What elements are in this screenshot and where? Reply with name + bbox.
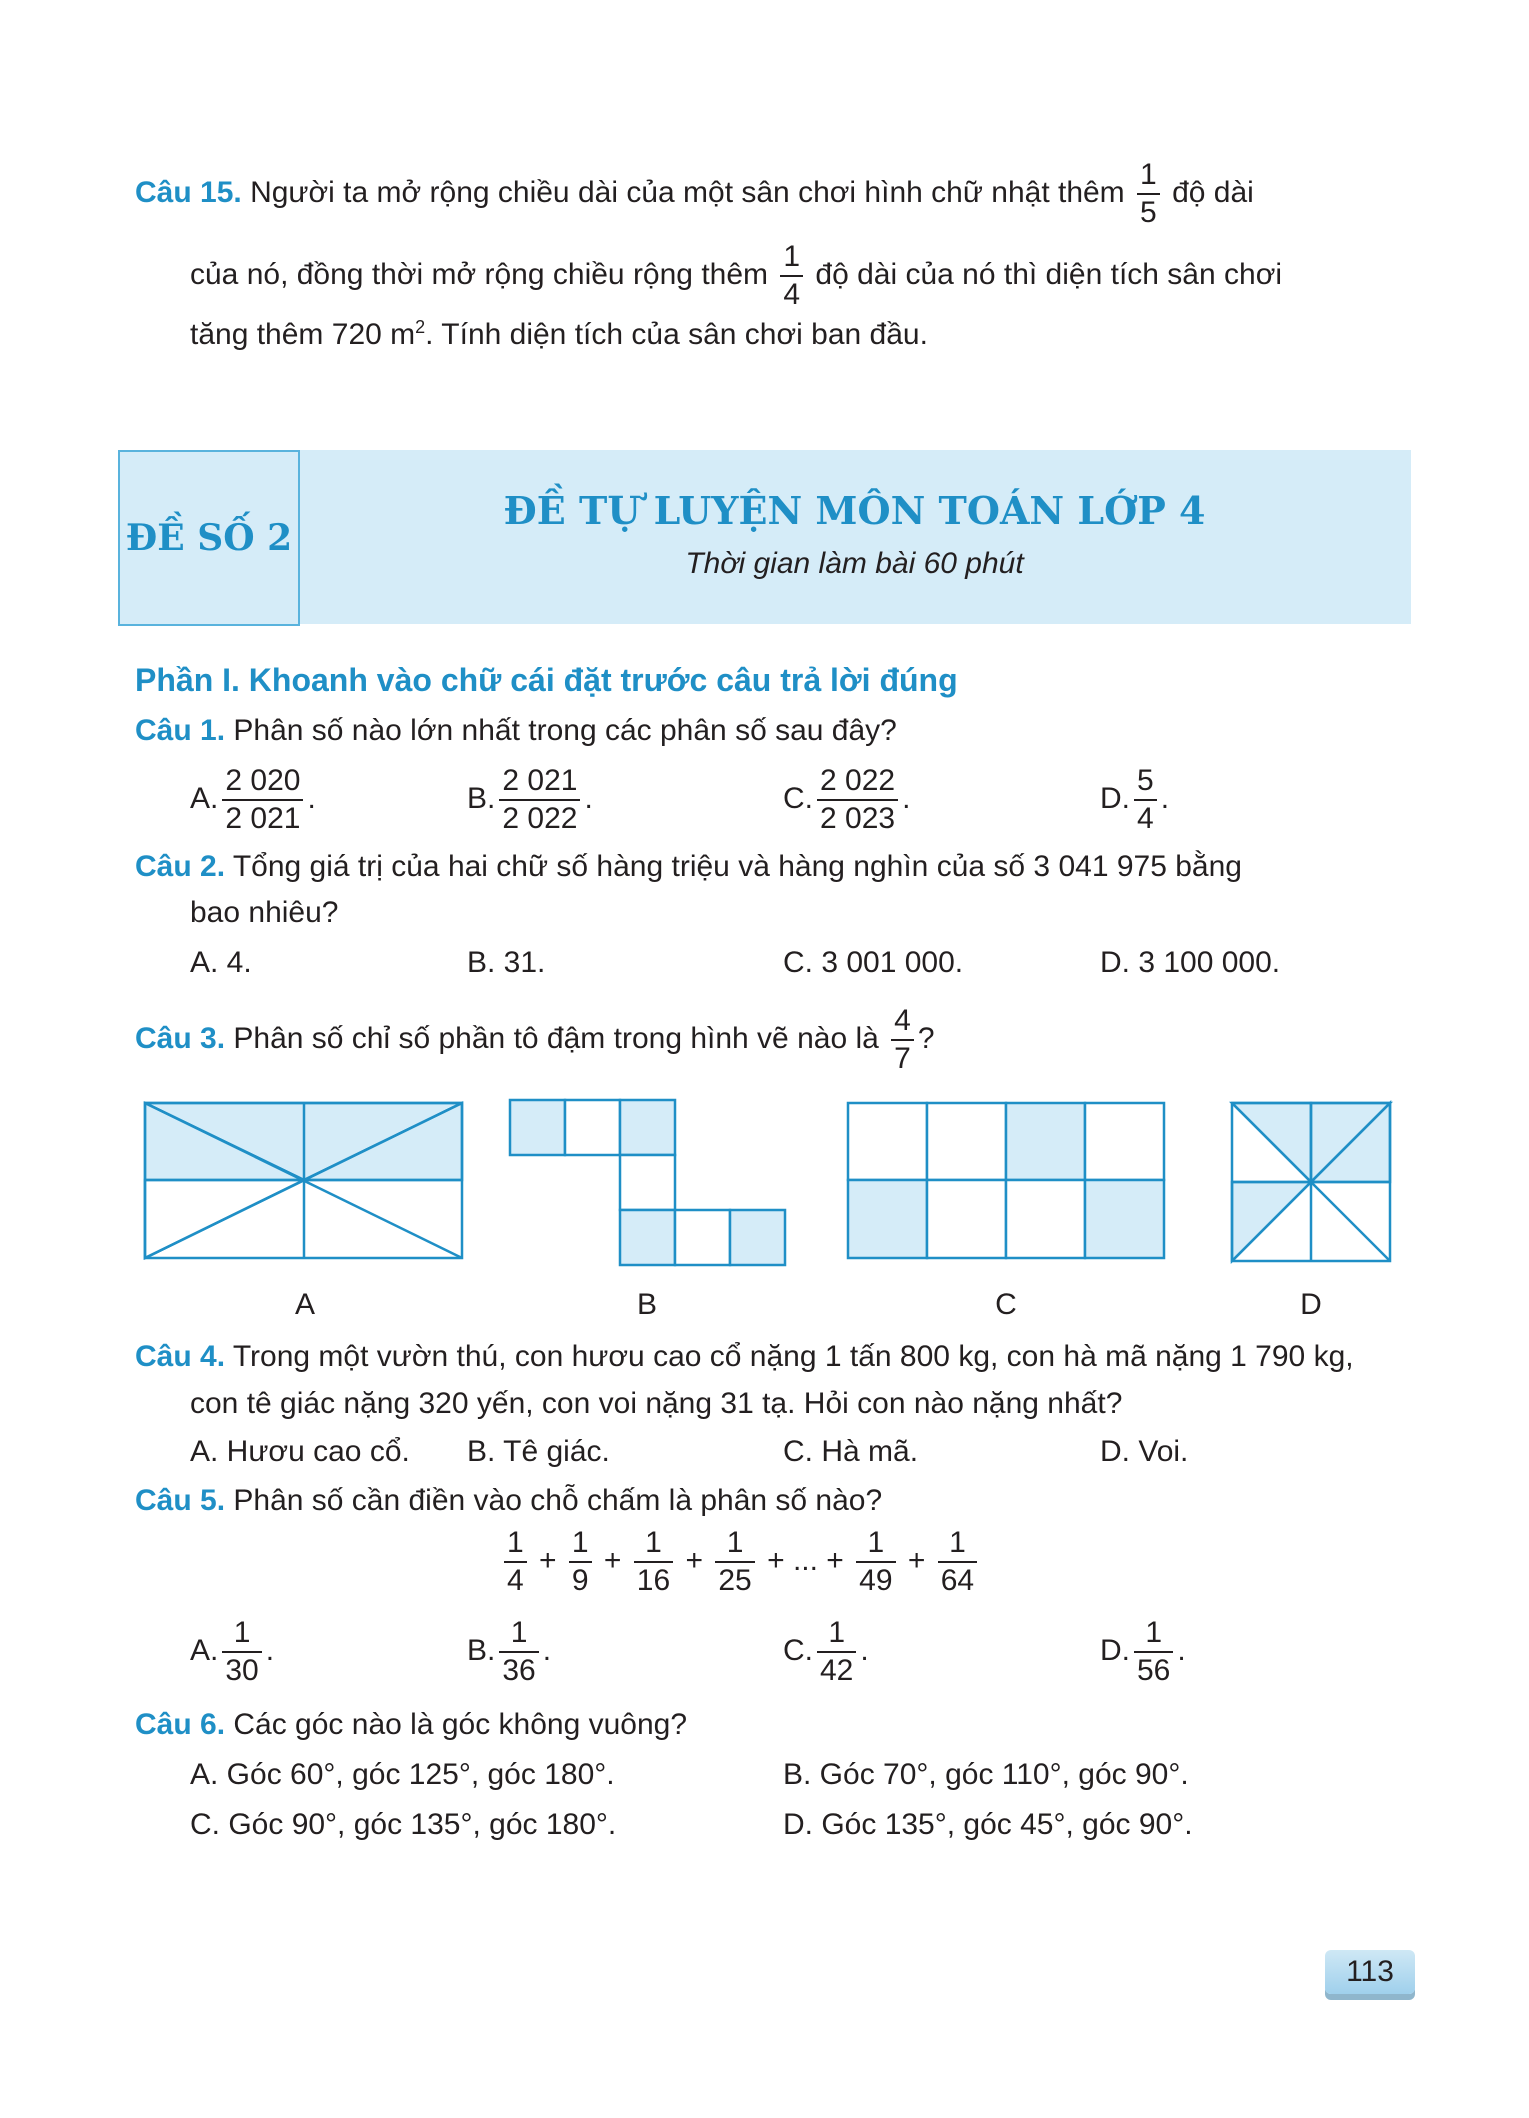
- header-subtitle: Thời gian làm bài 60 phút: [685, 547, 1024, 580]
- q15-superscript: 2: [415, 317, 426, 337]
- figure-b[interactable]: [510, 1100, 785, 1265]
- figure-a-label: A: [294, 1288, 315, 1321]
- q6-option-d[interactable]: D. Góc 135°, góc 45°, góc 90°.: [783, 1808, 1193, 1841]
- q4-label: Câu 4.: [135, 1340, 226, 1373]
- q6-option-b[interactable]: B. Góc 70°, góc 110°, góc 90°.: [783, 1758, 1189, 1791]
- q15-text2-end: độ dài của nó thì diện tích sân chơi: [815, 257, 1283, 291]
- q15-text1-end: độ dài: [1172, 175, 1254, 209]
- q3-fraction: $\frac{4}{7}$: [891, 1006, 914, 1074]
- figure-b-label: B: [636, 1288, 657, 1321]
- q5-option-c[interactable]: C. $\frac{1}{42}$ .: [783, 1616, 869, 1687]
- q6-question: [135, 1706, 687, 1744]
- q4-text-2: con tê giác nặng 320 yến, con voi nặng 31 tạ. Hỏi con nào nặng nhất?: [190, 1387, 1123, 1420]
- q15-text3b: . Tính diện tích của sân chơi ban đầu.: [425, 318, 928, 351]
- q4-option-c[interactable]: C. Hà mã.: [783, 1435, 919, 1468]
- q4-option-d[interactable]: D. Voi.: [1100, 1435, 1189, 1468]
- q6-text: Các góc nào là góc không vuông?: [233, 1708, 688, 1741]
- header-title: ĐỀ TỰ LUYỆN MÔN TOÁN LỚP 4: [503, 488, 1206, 533]
- q15-label: Câu 15.: [135, 175, 242, 209]
- q6-label: Câu 6.: [135, 1708, 226, 1741]
- q4-option-b[interactable]: B. Tê giác.: [467, 1435, 610, 1468]
- q4-option-a[interactable]: A. Hươu cao cổ.: [190, 1435, 410, 1468]
- q5-option-b[interactable]: B. $\frac{1}{36}$ .: [467, 1616, 552, 1687]
- q6-option-c[interactable]: C. Góc 90°, góc 135°, góc 180°.: [190, 1808, 617, 1841]
- q1-option-a[interactable]: A. $\frac{2 020}{2 021}$ .: [190, 764, 316, 835]
- figure-a[interactable]: [145, 1103, 462, 1258]
- figure-c-label: C: [995, 1288, 1017, 1321]
- q3-label: Câu 3.: [135, 1021, 226, 1055]
- q2-label: Câu 2.: [135, 850, 226, 883]
- q2-text: Tổng giá trị của hai chữ số hàng triệu và hàng nghìn của số 3 041 975 bằng: [232, 850, 1242, 883]
- q1-option-b[interactable]: B. $\frac{2 021}{2 022}$ .: [467, 764, 593, 835]
- q2-text-2: bao nhiêu?: [190, 896, 339, 929]
- q15-text2: của nó, đồng thời mở rộng chiều rộng thêm: [190, 257, 769, 291]
- q4-question: [135, 1338, 1354, 1376]
- q5-expression: $\frac{1}{4}$ + $\frac{1}{9}$ + $\frac{1}{16}$ + $\frac{1}{25}$ + ... + $\frac{1}{49}$ + $\frac{1}{64}$: [500, 1528, 981, 1596]
- q1-text: Phân số nào lớn nhất trong các phân số sau đây?: [233, 714, 897, 747]
- q1-label: Câu 1.: [135, 714, 226, 747]
- q5-label: Câu 5.: [135, 1484, 226, 1517]
- q3-end: ?: [917, 1021, 935, 1055]
- q15-fraction-2: $\frac{1}{4}$: [780, 242, 803, 310]
- q15-text3a: tăng thêm 720 m: [190, 318, 416, 351]
- q2-option-c[interactable]: C. 3 001 000.: [783, 946, 964, 979]
- page-number: 113: [1346, 1955, 1394, 1988]
- figure-c[interactable]: [848, 1103, 1164, 1258]
- q15-text1: Người ta mở rộng chiều dài của một sân chơi hình chữ nhật thêm: [250, 175, 1125, 209]
- part1-title: Phần I. Khoanh vào chữ cái đặt trước câu trả lời đúng: [135, 662, 958, 698]
- q2-option-d[interactable]: D. 3 100 000.: [1100, 946, 1281, 979]
- q2-option-a[interactable]: A. 4.: [190, 946, 252, 979]
- q15-fraction-1: $\frac{1}{5}$: [1137, 160, 1160, 228]
- q5-question: [135, 1482, 882, 1520]
- q6-option-a[interactable]: A. Góc 60°, góc 125°, góc 180°.: [190, 1758, 615, 1791]
- figure-d[interactable]: [1232, 1103, 1390, 1261]
- q2-option-b[interactable]: B. 31.: [467, 946, 546, 979]
- q3-text: Phân số chỉ số phần tô đậm trong hình vẽ nào là: [233, 1021, 879, 1055]
- q4-text: Trong một vườn thú, con hươu cao cổ nặng 1 tấn 800 kg, con hà mã nặng 1 790 kg,: [232, 1340, 1354, 1373]
- figure-d-label: D: [1300, 1288, 1322, 1321]
- q5-option-a[interactable]: A. $\frac{1}{30}$ .: [190, 1616, 275, 1687]
- q5-option-d[interactable]: D. $\frac{1}{56}$ .: [1100, 1616, 1186, 1687]
- q1-option-c[interactable]: C. $\frac{2 022}{2 023}$ .: [783, 764, 911, 835]
- de-so-label: ĐỀ SỐ 2: [125, 517, 293, 559]
- q1-option-d[interactable]: D. $\frac{5}{4}$ .: [1100, 764, 1170, 835]
- q5-text: Phân số cần điền vào chỗ chấm là phân số nào?: [233, 1484, 883, 1517]
